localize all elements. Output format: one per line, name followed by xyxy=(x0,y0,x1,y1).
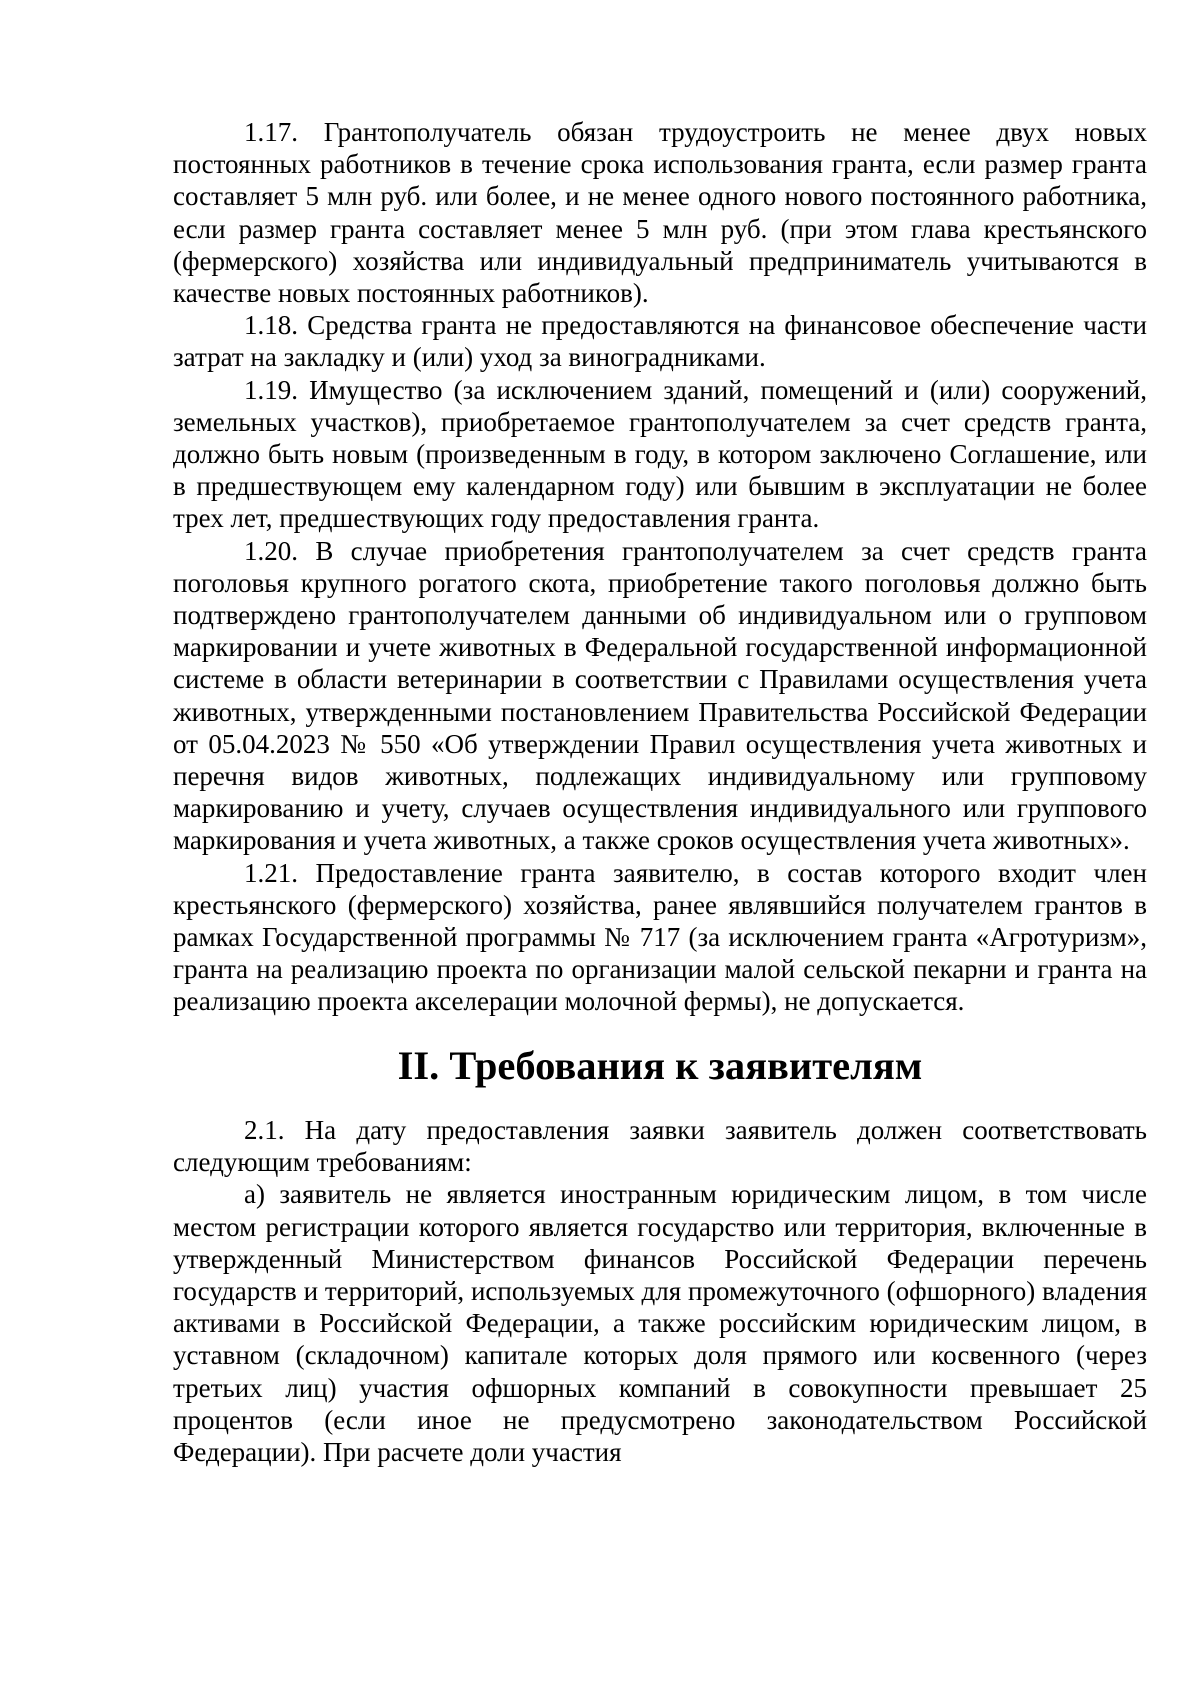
paragraph-1-17: 1.17. Грантополучатель обязан трудоустроить не менее двух новых постоянных работников в течение срока использования гранта, если размер гранта составляет 5 млн руб. или более, и не менее одного нового постоянного работника, если размер гранта составляет менее 5 млн руб. (при этом глава крестьянского (фермерского) хозяйства или индивидуальный предприниматель учитываются в качестве новых постоянных работников). xyxy=(173,117,1147,309)
paragraph-1-19: 1.19. Имущество (за исключением зданий, помещений и (или) сооружений, земельных участков), приобретаемое грантополучателем за счет средств гранта, должно быть новым (произведенным в году, в котором заключено Соглашение, или в предшествующем ему календарном году) или бывшим в эксплуатации не более трех лет, предшествующих году предоставления гранта. xyxy=(173,374,1147,534)
document-body xyxy=(173,116,1147,1468)
paragraph-2-1: 2.1. На дату предоставления заявки заявитель должен соответствовать следующим требованиям: xyxy=(173,1114,1147,1178)
paragraph-1-21: 1.21. Предоставление гранта заявителю, в состав которого входит член крестьянского (фермерского) хозяйства, ранее являвшийся получателем грантов в рамках Государственной программы № 717 (за исключением гранта «Агротуризм», гранта на реализацию проекта по организации малой сельской пекарни и гранта на реализацию проекта акселерации молочной фермы), не допускается. xyxy=(173,857,1147,1017)
paragraph-1-20: 1.20. В случае приобретения грантополучателем за счет средств гранта поголовья крупного рогатого скота, приобретение такого поголовья должно быть подтверждено грантополучателем данными об индивидуальном или о групповом маркировании и учете животных в Федеральной государственной информационной системе в области ветеринарии в соответствии с Правилами осуществления учета животных, утвержденными постановлением Правительства Российской Федерации от 05.04.2023 № 550 «Об утверждении Правил осуществления учета животных и перечня видов животных, подлежащих индивидуальному или групповому маркированию и учету, случаев осуществления индивидуального или группового маркирования и учета животных, а также сроков осуществления учета животных». xyxy=(173,535,1147,856)
paragraph-2-1-a: а) заявитель не является иностранным юридическим лицом, в том числе местом регистрации которого является государство или территория, включенные в утвержденный Министерством финансов Российской Федерации перечень государств и территорий, используемых для промежуточного (офшорного) владения активами в Российской Федерации, а также российским юридическим лицом, в уставном (складочном) капитале которых доля прямого или косвенного (через третьих лиц) участия офшорных компаний в совокупности превышает 25 процентов (если иное не предусмотрено законодательством Российской Федерации). При расчете доли участия xyxy=(173,1179,1147,1467)
section-heading: II. Требования к заявителям xyxy=(397,1042,923,1088)
paragraph-1-18: 1.18. Средства гранта не предоставляются на финансовое обеспечение части затрат на закладку и (или) уход за виноградниками. xyxy=(173,310,1147,373)
